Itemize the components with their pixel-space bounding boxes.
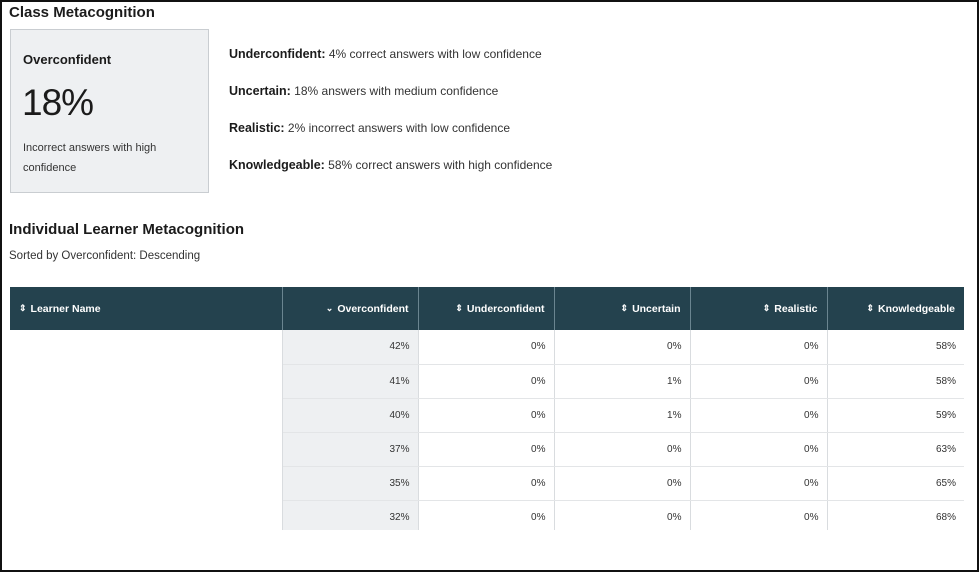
table-row[interactable] <box>10 330 964 364</box>
table-header-row <box>10 287 964 330</box>
class-metacognition-title: Class Metacognition <box>9 4 155 21</box>
sort-description: Sorted by Overconfident: Descending <box>9 250 201 262</box>
knowledgeable-cell: 58% <box>827 364 964 398</box>
underconfident-cell: 0% <box>418 432 554 466</box>
uncertain-cell: 1% <box>554 364 690 398</box>
underconfident-cell: 0% <box>418 330 554 364</box>
realistic-cell: 0% <box>690 500 827 530</box>
chevron-down-icon: ⌄ <box>325 303 334 314</box>
learner-name-cell <box>10 466 282 500</box>
sort-icon: ⇕ <box>866 303 874 314</box>
realistic-cell: 0% <box>690 398 827 432</box>
knowledgeable-cell: 65% <box>827 466 964 500</box>
learner-name-cell <box>10 364 282 398</box>
sort-icon: ⇕ <box>762 303 771 314</box>
card-label: Overconfident <box>23 52 112 67</box>
sort-icon: ⇕ <box>19 303 27 314</box>
uncertain-cell: 0% <box>554 466 690 500</box>
underconfident-cell: 0% <box>418 466 554 500</box>
learner-name-cell <box>10 432 282 466</box>
sort-icon: ⇕ <box>620 303 629 314</box>
learner-table <box>10 287 964 530</box>
column-header-learner-name[interactable]: ⇕ Learner Name <box>10 287 282 330</box>
knowledgeable-cell: 58% <box>827 330 964 364</box>
stat-knowledgeable: Knowledgeable: 58% correct answers with high confidence <box>229 158 553 172</box>
table-row[interactable] <box>10 398 964 432</box>
stat-realistic: Realistic: 2% incorrect answers with low confidence <box>229 121 511 135</box>
underconfident-cell: 0% <box>418 364 554 398</box>
table-row[interactable] <box>10 364 964 398</box>
overconfident-cell: 35% <box>282 466 418 500</box>
card-description: Incorrect answers with high confidence <box>23 142 157 174</box>
overconfident-cell: 41% <box>282 364 418 398</box>
learner-name-cell <box>10 500 282 530</box>
table-row[interactable] <box>10 466 964 500</box>
overconfident-card <box>10 29 209 193</box>
knowledgeable-cell: 68% <box>827 500 964 530</box>
realistic-cell: 0% <box>690 432 827 466</box>
table-row[interactable] <box>10 432 964 466</box>
uncertain-cell: 0% <box>554 432 690 466</box>
learner-table-container[interactable] <box>10 287 964 530</box>
overconfident-cell: 42% <box>282 330 418 364</box>
column-header-realistic[interactable]: ⇕ Realistic <box>690 287 827 330</box>
uncertain-cell: 1% <box>554 398 690 432</box>
individual-metacognition-title: Individual Learner Metacognition <box>9 221 245 238</box>
realistic-cell: 0% <box>690 364 827 398</box>
column-header-knowledgeable[interactable]: ⇕ Knowledgeable <box>827 287 964 330</box>
realistic-cell: 0% <box>690 466 827 500</box>
uncertain-cell: 0% <box>554 330 690 364</box>
overconfident-cell: 40% <box>282 398 418 432</box>
class-stats-list <box>229 47 729 195</box>
column-header-overconfident[interactable]: ⌄ Overconfident <box>282 287 418 330</box>
learner-name-cell <box>10 330 282 364</box>
table-row[interactable] <box>10 500 964 530</box>
overconfident-cell: 37% <box>282 432 418 466</box>
learner-name-cell <box>10 398 282 432</box>
sort-icon: ⇕ <box>455 303 463 314</box>
stat-underconfident: Underconfident: 4% correct answers with low confidence <box>229 47 542 61</box>
column-header-underconfident[interactable]: ⇕ Underconfident <box>418 287 554 330</box>
stat-uncertain: Uncertain: 18% answers with medium confidence <box>229 84 499 98</box>
knowledgeable-cell: 63% <box>827 432 964 466</box>
card-value: 18% <box>22 82 94 123</box>
uncertain-cell: 0% <box>554 500 690 530</box>
underconfident-cell: 0% <box>418 398 554 432</box>
column-header-uncertain[interactable]: ⇕ Uncertain <box>554 287 690 330</box>
knowledgeable-cell: 59% <box>827 398 964 432</box>
realistic-cell: 0% <box>690 330 827 364</box>
underconfident-cell: 0% <box>418 500 554 530</box>
overconfident-cell: 32% <box>282 500 418 530</box>
